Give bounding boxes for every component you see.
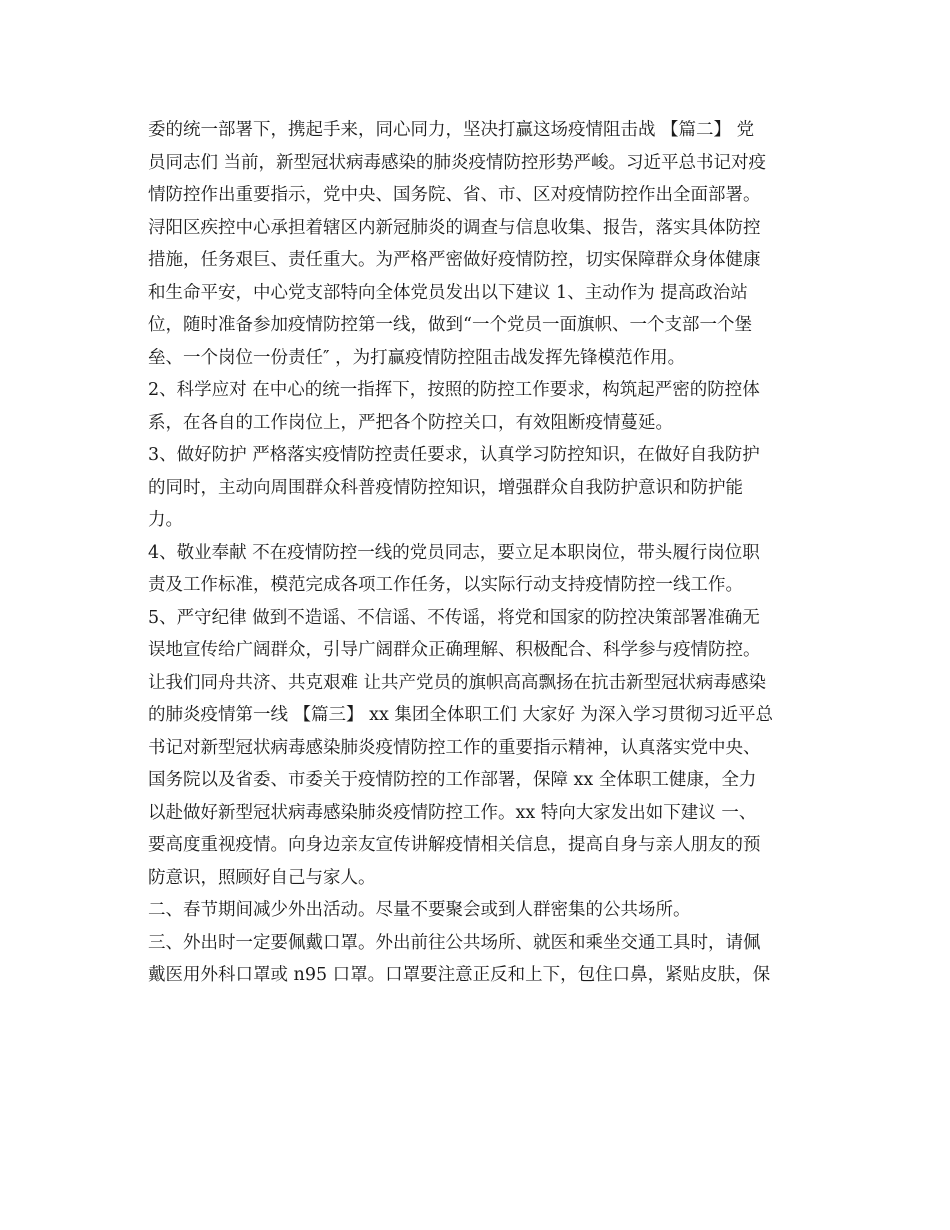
text-line: 国务院以及省委、市委关于疫情防控的工作部署，保障 xx 全体职工健康，全力 bbox=[148, 770, 757, 790]
text-line: 5、严守纪律 做到不造谣、不信谣、不传谣，将党和国家的防控决策部署准确无 bbox=[148, 607, 760, 628]
text-line: 三、外出时一定要佩戴口罩。外出前往公共场所、就医和乘坐交通工具时，请佩 bbox=[148, 932, 761, 953]
text-line: 措施，任务艰巨、责任重大。为严格严密做好疫情防控，切实保障群众身体健康 bbox=[148, 250, 761, 270]
text-line: 的肺炎疫情第一线 【篇三】 xx 集团全体职工们 大家好 为深入学习贯彻习近平总 bbox=[148, 705, 774, 725]
text-line: 让我们同舟共济、共克艰难 让共产党员的旗帜高高飘扬在抗击新型冠状病毒感染 bbox=[148, 672, 767, 693]
text-line: 情防控作出重要指示，党中央、国务院、省、市、区对疫情防控作出全面部署。 bbox=[148, 185, 761, 205]
text-line: 位，随时准备参加疫情防控第一线，做到“一个党员一面旗帜、一个支部一个堡 bbox=[148, 315, 752, 335]
text-line: 3、做好防护 严格落实疫情防控责任要求，认真学习防控知识，在做好自我防护 bbox=[148, 445, 760, 465]
text-line: 防意识，照顾好自己与家人。 bbox=[148, 867, 376, 888]
text-line: 以赴做好新型冠状病毒感染肺炎疫情防控工作。xx 特向大家发出如下建议 一、 bbox=[148, 802, 757, 823]
text-line: 4、敬业奉献 不在疫情防控一线的党员同志，要立足本职岗位，带头履行岗位职 bbox=[148, 542, 760, 563]
text-line: 戴医用外科口罩或 n95 口罩。口罩要注意正反和上下，包住口鼻，紧贴皮肤，保 bbox=[148, 965, 771, 985]
text-line: 要高度重视疫情。向身边亲友宣传讲解疫情相关信息，提高自身与亲人朋友的预 bbox=[148, 835, 761, 855]
text-line: 的同时，主动向周围群众科普疫情防控知识，增强群众自我防护意识和防护能 bbox=[148, 477, 743, 498]
text-line: 委的统一部署下，携起手来，同心同力，坚决打赢这场疫情阻击战 【篇二】 党 bbox=[148, 120, 755, 140]
text-line: 和生命平安，中心党支部特向全体党员发出以下建议 1、主动作为 提高政治站 bbox=[148, 282, 748, 303]
text-line: 二、春节期间减少外出活动。尽量不要聚会或到人群密集的公共场所。 bbox=[148, 900, 691, 920]
text-line: 误地宣传给广阔群众，引导广阔群众正确理解、积极配合、科学参与疫情防控。 bbox=[148, 640, 761, 660]
text-line: 力。 bbox=[148, 510, 183, 530]
text-line: 员同志们 当前，新型冠状病毒感染的肺炎疫情防控形势严峻。习近平总书记对疫 bbox=[148, 152, 767, 173]
text-line: 2、科学应对 在中心的统一指挥下，按照的防控工作要求，构筑起严密的防控体 bbox=[148, 380, 760, 400]
document-body bbox=[148, 114, 808, 992]
text-line: 浔阳区疾控中心承担着辖区内新冠肺炎的调查与信息收集、报告，落实具体防控 bbox=[148, 217, 761, 238]
text-line: 垒、一个岗位一份责任″ ，为打赢疫情防控阻击战发挥先锋模范作用。 bbox=[148, 347, 686, 368]
text-line: 书记对新型冠状病毒感染肺炎疫情防控工作的重要指示精神，认真落实党中央、 bbox=[148, 737, 761, 758]
text-line: 系，在各自的工作岗位上，严把各个防控关口，有效阻断疫情蔓延。 bbox=[148, 412, 673, 433]
text-line: 责及工作标准，模范完成各项工作任务，以实际行动支持疫情防控一线工作。 bbox=[148, 575, 743, 595]
